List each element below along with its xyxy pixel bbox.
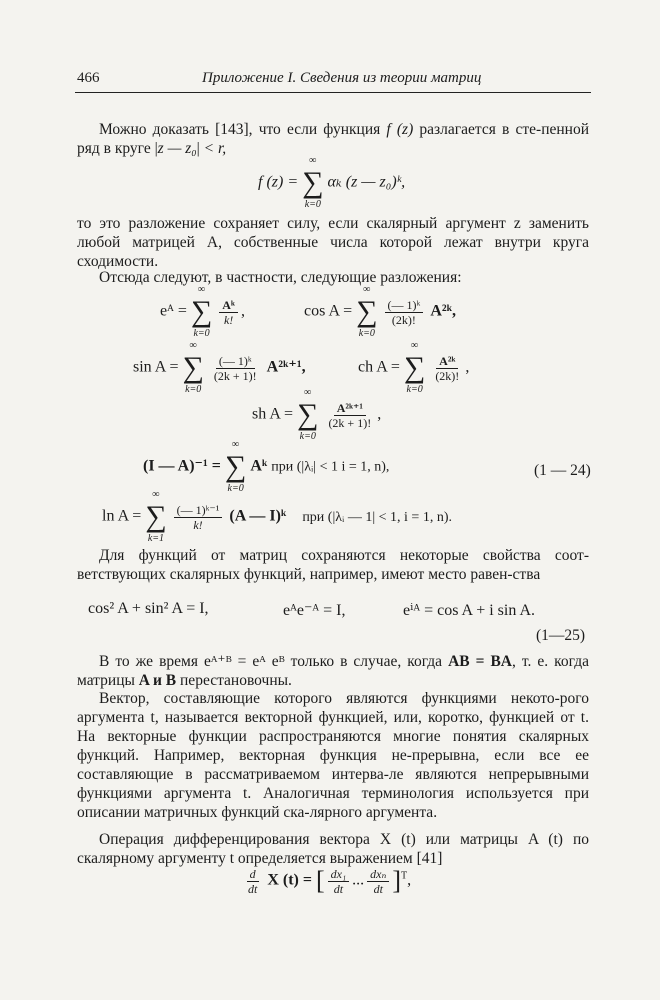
equation-number-1-25: (1—25): [536, 627, 586, 644]
exp-series: eᴬ = ∑ ∞ k=0 $\frac{\text{Aᵏ}}{k!}$ ,: [160, 284, 245, 339]
identity-exp: eᴬe⁻ᴬ = I,: [283, 602, 346, 619]
sh-series: sh A = ∑ ∞ k=0 $\frac{\text{A²ᵏ⁺¹}}{(2k + 1)!}$ ,: [252, 387, 382, 442]
equation-number-1-24: (1 — 24): [534, 462, 591, 479]
running-title: Приложение I. Сведения из теории матриц: [202, 70, 482, 86]
paragraph-6: Вектор, составляющие которого являются функциями некото-рого аргумента t, называется векторной функцией, или, коротко, функцией от t. На векторные функции распространяются многие понятия скалярных функций. Например, векторная функция не-прерывна, если все ее составляющие в рассматриваемом интерва-ле являются непрерывными функциями аргумента t. Аналогичная терминология используется при описании матричных функций ска-лярного аргумента.: [77, 690, 589, 821]
log-series: ln A = ∑ ∞ k=1 $\frac{\text{(— 1)ᵏ⁻¹}}{k!}$ (A — I)ᵏ при (|λᵢ — 1| < 1, i = 1, n).: [102, 489, 452, 544]
derivative-definition: $\frac{d}{dt}$ X (t) = [ $\frac{\text{dx₁}}{dt}$ ... $\frac{\text{dxₙ}}{dt}$ ]$^T$,: [248, 866, 412, 896]
header-rule: [75, 92, 591, 93]
cos-series: cos A = ∑ ∞ k=0 $\frac{\text{(— 1)ᵏ}}{(2k)!}$ A²ᵏ,: [304, 284, 457, 339]
sin-series: sin A = ∑ ∞ k=0 $\frac{\text{(— 1)ᵏ}}{(2k + 1)!}$ A²ᵏ⁺¹,: [133, 340, 306, 395]
identity-euler: eⁱᴬ = cos A + i sin A.: [403, 602, 536, 619]
paragraph-1: Можно доказать [143], что если функция f (z) разлагается в сте-пенной ряд в круге |z — z₀| < r,: [77, 121, 590, 157]
paragraph-2: то это разложение сохраняет силу, если скалярный аргумент z заменить любой матрицей A, собственные числа которой лежат внутри круга сходимости.: [77, 215, 589, 270]
page-number: 466: [77, 70, 100, 86]
ch-series: ch A = ∑ ∞ k=0 $\frac{\text{A²ᵏ}}{(2k)!}$ ,: [358, 340, 470, 395]
paragraph-7: Операция дифференцирования вектора X (t) или матрицы A (t) по скалярному аргументу t определяется выражением [41]: [77, 831, 589, 867]
paragraph-3: Отсюда следуют, в частности, следующие разложения:: [99, 269, 462, 286]
identity-trig: cos² A + sin² A = I,: [88, 600, 209, 617]
paragraph-4: Для функций от матриц сохраняются некоторые свойства соот-ветствующих скалярных функций, например, имеют место равен-ства: [77, 547, 589, 583]
power-series-formula: f (z) = ∑ ∞ k=0 αₖ (z — z₀)ᵏ,: [258, 155, 406, 210]
inverse-series: (I — A)⁻¹ = ∑ ∞ k=0 Aᵏ при (|λᵢ| < 1 i = 1, n),: [143, 439, 390, 494]
paragraph-5: В то же время eᴬ⁺ᴮ = eᴬ eᴮ только в случае, когда AB = BA, т. е. когда матрицы A и B перестановочны.: [77, 653, 589, 689]
